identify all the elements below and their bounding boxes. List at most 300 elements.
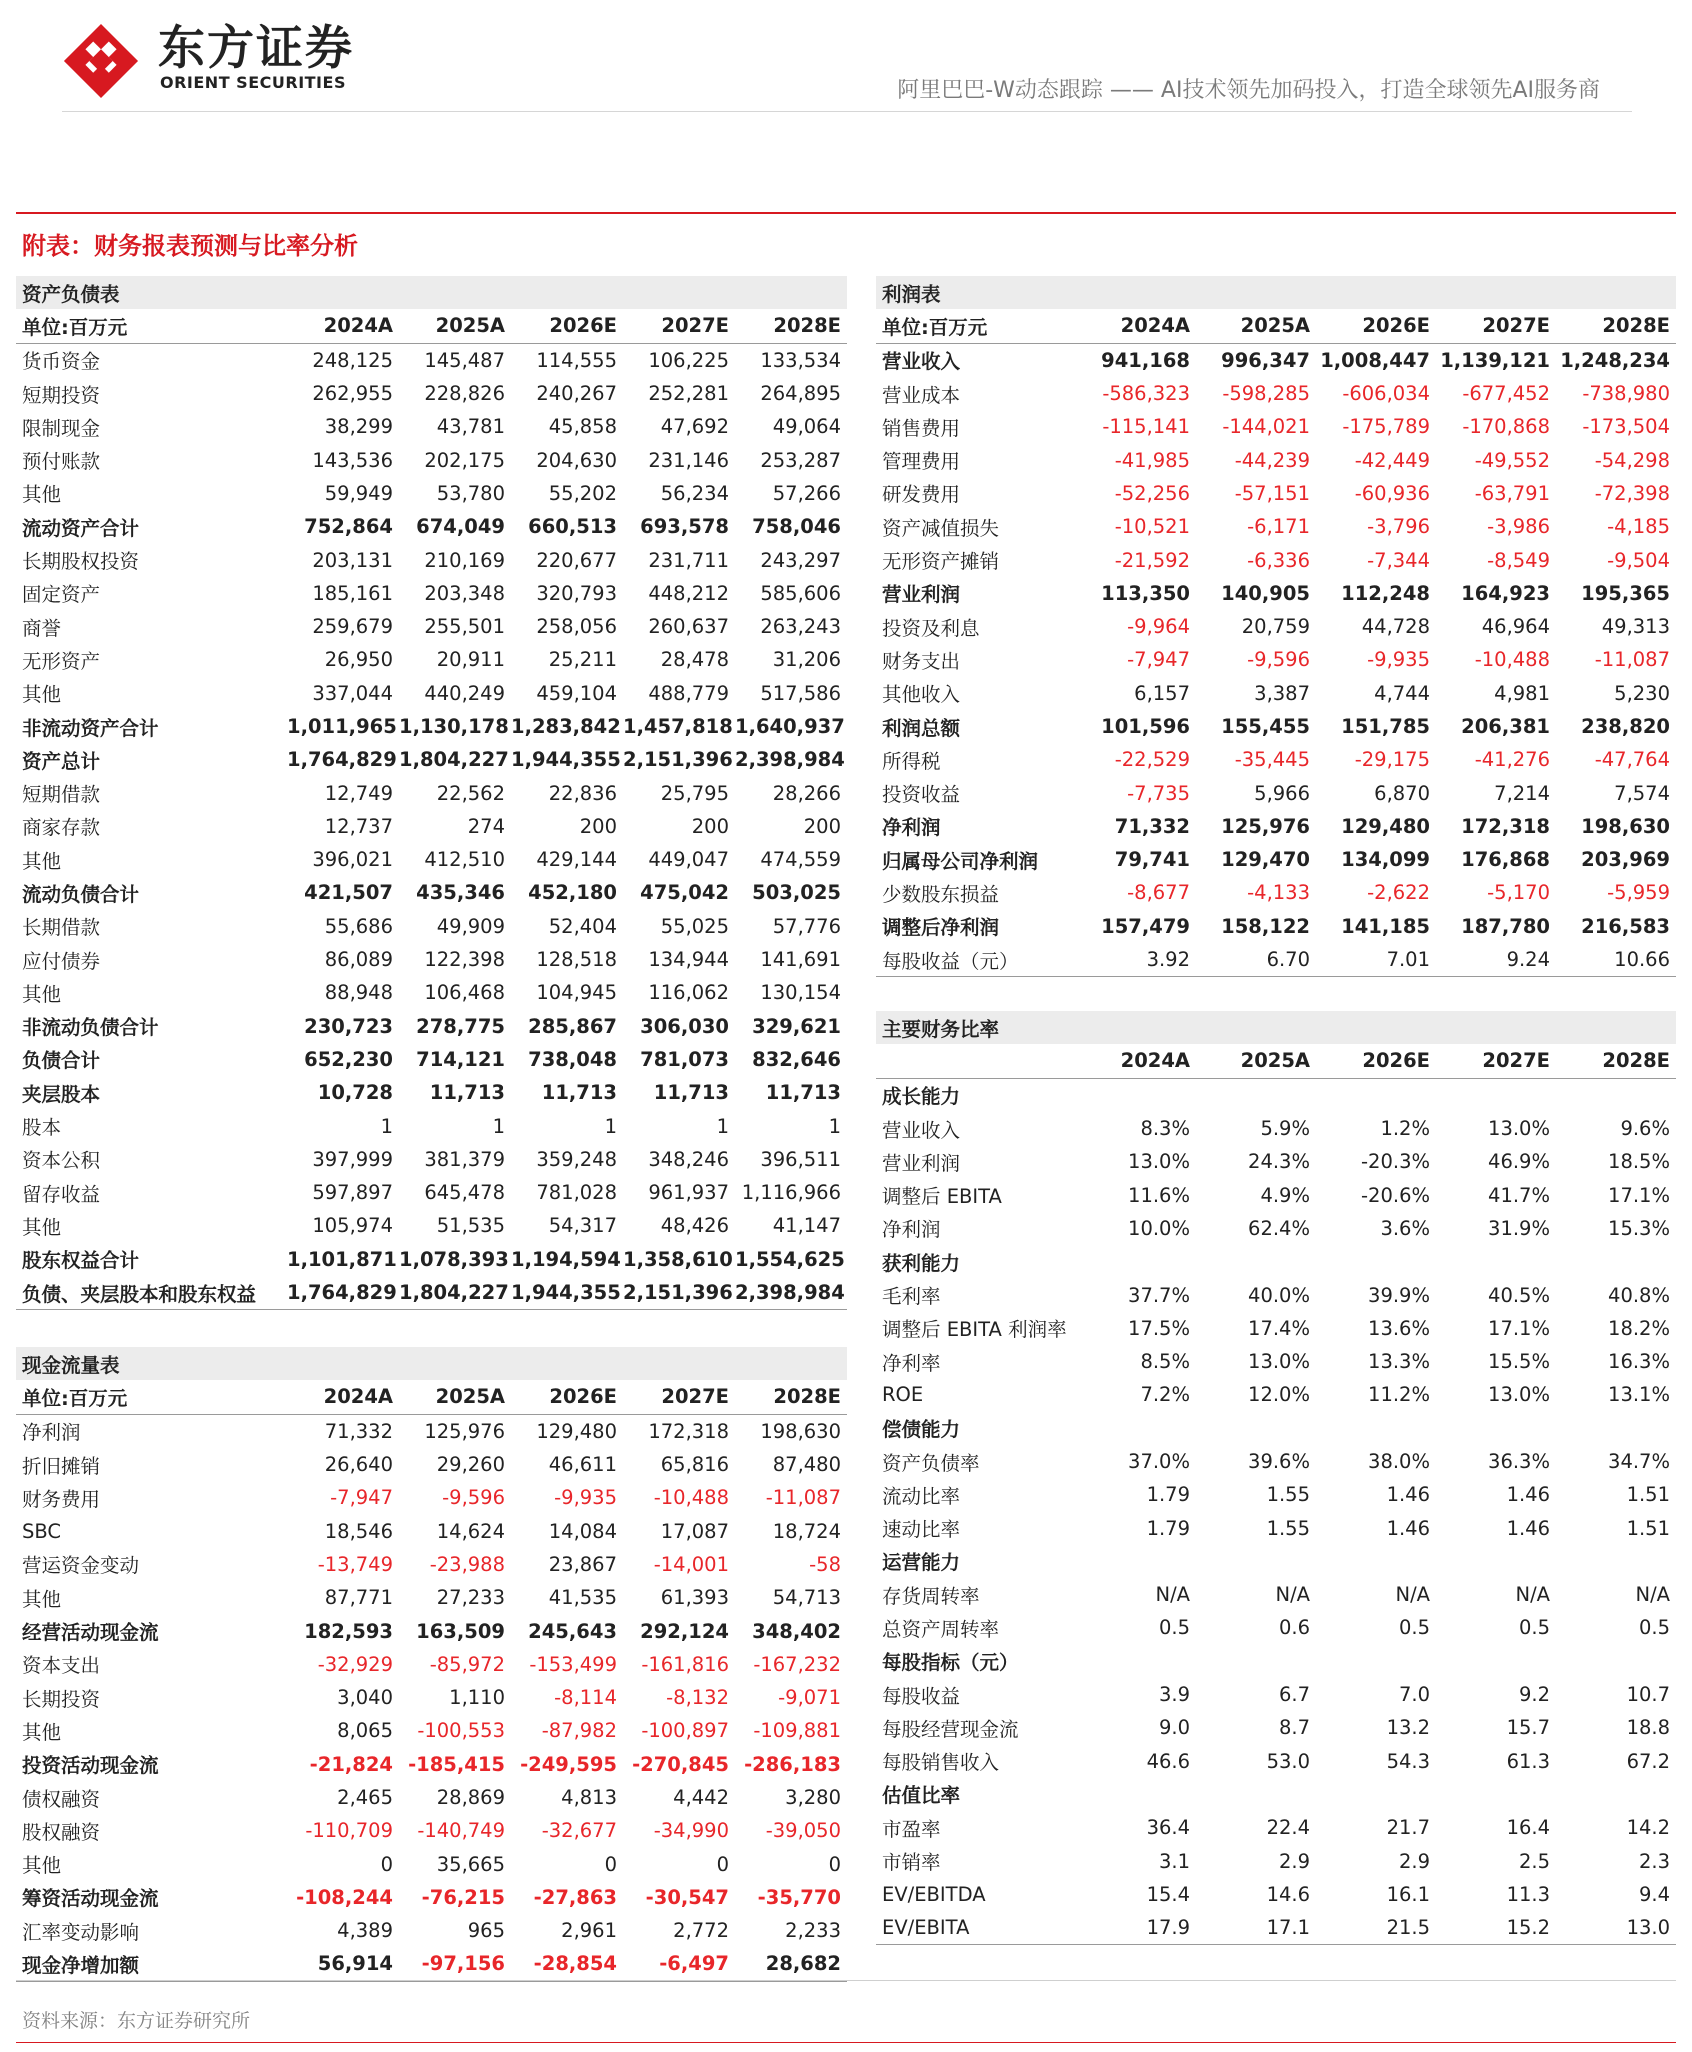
empty-cell	[1316, 1412, 1436, 1445]
cell-value: 22,562	[436, 781, 505, 805]
cell-value: 54,713	[772, 1586, 841, 1610]
table-row	[876, 1611, 1676, 1644]
table-row	[876, 443, 1676, 476]
table-row	[876, 1212, 1676, 1245]
cell-value: 16.1	[1386, 1882, 1430, 1906]
row-label: 获利能力	[882, 1251, 961, 1275]
table-row	[16, 443, 847, 476]
cell-value: 1,011,965	[287, 715, 397, 738]
empty-cell	[1316, 1245, 1436, 1278]
empty-cell	[1076, 1078, 1196, 1112]
logo-chinese-name: 东方证券	[158, 21, 354, 76]
cell-value: 18.8	[1626, 1716, 1670, 1740]
cell-value: 17.9	[1076, 1911, 1196, 1945]
cell-value: 337,044	[312, 681, 393, 705]
cell-value: 781,028	[536, 1181, 617, 1205]
cell-value: 56,914	[287, 1947, 399, 1981]
cell-value: 129,480	[1341, 814, 1430, 838]
table-row	[876, 1278, 1676, 1311]
cell-value: -85,972	[429, 1652, 505, 1676]
year-header: 2024A	[287, 309, 399, 343]
row-label: 净利润	[882, 1218, 941, 1242]
cell-value: 185,161	[312, 581, 393, 605]
cell-value: -153,499	[529, 1652, 617, 1676]
cell-value: -35,770	[757, 1885, 841, 1909]
row-label: 应付债券	[22, 949, 101, 973]
cell-value: 660,513	[528, 515, 617, 539]
cell-value: 421,507	[304, 881, 393, 905]
cell-value: 40.5%	[1488, 1283, 1550, 1307]
cell-value: 106,468	[424, 981, 505, 1005]
cell-value: 22,836	[548, 781, 617, 805]
table-row	[16, 910, 847, 943]
cell-value: 203,348	[424, 581, 505, 605]
cell-value: 259,679	[312, 615, 393, 639]
cell-value: 440,249	[424, 681, 505, 705]
cell-value: -27,863	[533, 1885, 617, 1909]
cell-value: -9,935	[554, 1486, 617, 1510]
row-label: 成长能力	[882, 1085, 961, 1109]
empty-cell	[1076, 1412, 1196, 1445]
cell-value: -72,398	[1594, 481, 1670, 505]
cell-value: 176,868	[1461, 848, 1550, 872]
table-row	[16, 1514, 847, 1547]
cell-value: -9,071	[778, 1686, 841, 1710]
cell-value: 35,665	[436, 1852, 505, 1876]
cell-value: 15.5%	[1488, 1350, 1550, 1374]
cell-value: 15.4	[1146, 1882, 1190, 1906]
cell-value: 475,042	[640, 881, 729, 905]
year-header: 2028E	[735, 1380, 847, 1414]
cell-value: 43,781	[436, 415, 505, 439]
row-label: 其他	[22, 982, 62, 1006]
cell-value: 53,780	[436, 481, 505, 505]
cell-value: 49,909	[436, 914, 505, 938]
table-row	[876, 1145, 1676, 1178]
source-note: 资料来源：东方证券研究所	[22, 2010, 251, 2032]
cell-value: 2.9	[1398, 1849, 1430, 1873]
cell-value: 1,101,871	[287, 1247, 397, 1271]
cell-value: 134,944	[648, 948, 729, 972]
cell-value: 203,969	[1581, 848, 1670, 872]
cell-value: -42,449	[1354, 448, 1430, 472]
cell-value: -175,789	[1342, 415, 1430, 439]
cell-value: -20.3%	[1361, 1150, 1430, 1174]
row-label: ROE	[882, 1383, 924, 1407]
cell-value: 143,536	[312, 448, 393, 472]
cell-value: 49,064	[772, 415, 841, 439]
cell-value: 9.0	[1158, 1716, 1190, 1740]
cell-value: -161,816	[641, 1652, 729, 1676]
cell-value: N/A	[1275, 1583, 1310, 1607]
cell-value: 243,297	[760, 548, 841, 572]
cell-value: 0.5	[1398, 1616, 1430, 1640]
orient-securities-logo-icon	[62, 22, 140, 100]
cell-value: 172,318	[1461, 814, 1550, 838]
cell-value: 1.51	[1626, 1516, 1670, 1540]
cell-value: 14,084	[548, 1519, 617, 1543]
cell-value: 452,180	[528, 881, 617, 905]
row-label: 其他	[22, 1720, 62, 1744]
cell-value: -7,947	[1127, 648, 1190, 672]
cell-value: 448,212	[648, 581, 729, 605]
cell-value: 1.55	[1266, 1516, 1310, 1540]
cell-value: 752,864	[304, 515, 393, 539]
table-row	[876, 643, 1676, 676]
row-label: 毛利率	[882, 1285, 941, 1309]
cell-value: 46.9%	[1488, 1150, 1550, 1174]
row-label: 净利率	[882, 1351, 941, 1375]
cell-value: 1.55	[1266, 1483, 1310, 1507]
cell-value: 348,402	[752, 1619, 841, 1643]
cell-value: 18,724	[772, 1519, 841, 1543]
row-label: 每股经营现金流	[882, 1717, 1019, 1741]
cell-value: 381,379	[424, 1147, 505, 1171]
year-header: 2026E	[1316, 1044, 1436, 1078]
cell-value: 2.9	[1278, 1849, 1310, 1873]
table-row	[876, 1844, 1676, 1877]
cell-value: -30,547	[645, 1885, 729, 1909]
cell-value: 1.46	[1386, 1483, 1430, 1507]
cell-value: -41,985	[1114, 448, 1190, 472]
cell-value: 101,596	[1101, 715, 1190, 738]
cell-value: -586,323	[1102, 382, 1190, 406]
cell-value: 3,387	[1254, 681, 1310, 705]
cell-value: 585,606	[760, 581, 841, 605]
table-row	[876, 543, 1676, 576]
cell-value: 11,713	[765, 1081, 841, 1105]
cell-value: 105,974	[312, 1214, 393, 1238]
cell-value: 71,332	[324, 1419, 393, 1443]
cell-value: 3,280	[785, 1786, 841, 1809]
table-row	[16, 743, 847, 776]
cell-value: 758,046	[752, 515, 841, 539]
table-row	[16, 1043, 847, 1076]
row-label: 负债合计	[22, 1049, 101, 1073]
cell-value: 13.0%	[1488, 1383, 1550, 1407]
cell-value: -97,156	[399, 1947, 511, 1981]
cell-value: 57,776	[772, 914, 841, 938]
table-row	[876, 776, 1676, 809]
row-label: 每股销售收入	[882, 1751, 1000, 1775]
table-row	[876, 1345, 1676, 1378]
cell-value: 1,944,355	[511, 748, 621, 772]
table-row	[16, 710, 847, 743]
cell-value: -39,050	[765, 1819, 841, 1843]
row-label: 短期投资	[22, 383, 101, 407]
cell-value: 5,966	[1254, 781, 1310, 805]
table-row	[16, 943, 847, 976]
cell-value: 38.0%	[1368, 1450, 1430, 1473]
cell-value: 195,365	[1581, 581, 1670, 605]
cell-value: 86,089	[324, 948, 393, 972]
cell-value: 198,630	[760, 1419, 841, 1443]
cell-value: 1	[716, 1114, 729, 1138]
cell-value: 61.3	[1506, 1749, 1550, 1773]
empty-cell	[1316, 1545, 1436, 1578]
cell-value: 203,131	[312, 548, 393, 572]
empty-cell	[1076, 1545, 1196, 1578]
cell-value: 1.46	[1506, 1483, 1550, 1507]
row-label: 归属母公司净利润	[882, 849, 1039, 873]
cell-value: 397,999	[312, 1147, 393, 1171]
empty-cell	[1556, 1245, 1676, 1278]
table-row	[16, 1243, 847, 1276]
table-row	[876, 1911, 1676, 1945]
cell-value: 228,826	[424, 382, 505, 406]
cell-value: 39.6%	[1248, 1450, 1310, 1473]
row-label: 固定资产	[22, 583, 101, 607]
cell-value: -58	[809, 1552, 841, 1576]
cell-value: 996,347	[1221, 348, 1310, 372]
cell-value: -140,749	[417, 1819, 505, 1843]
cell-value: -167,232	[753, 1652, 841, 1676]
cell-value: 292,124	[640, 1619, 729, 1643]
cell-value: 320,793	[536, 581, 617, 605]
table-row	[876, 710, 1676, 743]
unit-label: 单位:百万元	[16, 309, 287, 343]
table-row	[16, 377, 847, 410]
cell-value: -2,622	[1367, 881, 1430, 905]
cell-value: 4,813	[561, 1786, 617, 1809]
cell-value: -249,595	[520, 1752, 617, 1776]
row-label: 速动比率	[882, 1518, 961, 1542]
cell-value: 13.0	[1556, 1911, 1676, 1945]
cell-value: -32,929	[317, 1652, 393, 1676]
cell-value: -598,285	[1222, 382, 1310, 406]
cell-value: -57,151	[1234, 481, 1310, 505]
cell-value: 141,185	[1341, 914, 1430, 938]
row-label: 流动比率	[882, 1484, 961, 1508]
row-label: 流动负债合计	[22, 882, 140, 906]
year-header: 2025A	[1196, 309, 1316, 343]
empty-cell	[1436, 1645, 1556, 1678]
cell-value: 11.2%	[1368, 1383, 1430, 1407]
cell-value: 1,554,625	[735, 1247, 845, 1271]
cell-value: 674,049	[416, 515, 505, 539]
cell-value: 145,487	[424, 348, 505, 372]
cell-value: 41.7%	[1488, 1183, 1550, 1207]
row-label: 长期股权投资	[22, 550, 140, 574]
row-label: 营业利润	[882, 1151, 961, 1175]
balance-sheet-table	[16, 276, 847, 1310]
cell-value: 517,586	[760, 681, 841, 705]
cell-value: 0	[604, 1852, 617, 1876]
cell-value: -173,504	[1582, 415, 1670, 439]
cell-value: 1.79	[1146, 1483, 1190, 1507]
unit-label: 单位:百万元	[876, 309, 1076, 343]
year-header: 2025A	[399, 309, 511, 343]
table-row	[876, 1178, 1676, 1211]
row-label: 长期投资	[22, 1687, 101, 1711]
row-label: EV/EBITA	[876, 1911, 1076, 1945]
cell-value: 140,905	[1221, 581, 1310, 605]
table-row	[876, 410, 1676, 443]
cell-value: 46,611	[548, 1453, 617, 1477]
row-label: 股权融资	[22, 1820, 101, 1844]
cell-value: -10,488	[653, 1486, 729, 1510]
cell-value: 285,867	[528, 1014, 617, 1038]
year-header: 2028E	[1556, 309, 1676, 343]
cell-value: 125,976	[1221, 814, 1310, 838]
cell-value: 130,154	[760, 981, 841, 1005]
cell-value: 7,574	[1614, 781, 1670, 805]
table-row	[16, 610, 847, 643]
cell-value: 11.6%	[1128, 1183, 1190, 1207]
row-label: 折旧摊销	[22, 1454, 101, 1478]
cell-value: 4,389	[337, 1919, 393, 1943]
table-row	[16, 1481, 847, 1514]
cell-value: 1,130,178	[399, 715, 509, 738]
cell-value: 260,637	[648, 615, 729, 639]
cell-value: 1,008,447	[1320, 348, 1430, 372]
cell-value: 1	[604, 1114, 617, 1138]
table-row	[16, 1781, 847, 1814]
row-label: 资本支出	[22, 1654, 101, 1678]
cell-value: 6,157	[1134, 681, 1190, 705]
cell-value: 238,820	[1581, 715, 1670, 738]
cell-value: 1,804,227	[399, 748, 509, 772]
cell-value: 79,741	[1114, 848, 1190, 872]
cell-value: 0.5	[1518, 1616, 1550, 1640]
table-row	[16, 1881, 847, 1914]
cell-value: 17.1%	[1488, 1316, 1550, 1340]
row-label: 经营活动现金流	[22, 1621, 159, 1645]
cell-value: 87,771	[324, 1586, 393, 1610]
table-row	[16, 510, 847, 543]
cell-value: -20.6%	[1361, 1183, 1430, 1207]
cell-value: 7,214	[1494, 781, 1550, 805]
cell-value: -9,596	[442, 1486, 505, 1510]
cell-value: -41,276	[1474, 748, 1550, 772]
cell-value: 28,266	[772, 781, 841, 805]
cell-value: 0	[380, 1852, 393, 1876]
year-header: 2024A	[287, 1380, 399, 1414]
cell-value: 26,950	[324, 648, 393, 672]
empty-cell	[1316, 1078, 1436, 1112]
cell-value: 17.1	[1196, 1911, 1316, 1945]
cell-value: 55,025	[660, 914, 729, 938]
row-label: 非流动负债合计	[22, 1016, 159, 1040]
cell-value: -8,114	[554, 1686, 617, 1710]
cell-value: 3.9	[1158, 1683, 1190, 1707]
row-label: 营运资金变动	[22, 1554, 140, 1578]
cell-value: 252,281	[648, 382, 729, 406]
cell-value: 3.1	[1158, 1849, 1190, 1873]
row-label: 资本公积	[22, 1149, 101, 1173]
cell-value: -144,021	[1222, 415, 1310, 439]
cell-value: 158,122	[1221, 914, 1310, 938]
cell-value: 14.6	[1266, 1882, 1310, 1906]
row-label: 调整后 EBITA 利润率	[882, 1318, 1067, 1342]
cell-value: 597,897	[312, 1181, 393, 1205]
cell-value: 474,559	[760, 848, 841, 872]
cell-value: 0.5	[1158, 1616, 1190, 1640]
table-row	[16, 810, 847, 843]
cell-value: 27,233	[436, 1586, 505, 1610]
cell-value: 274	[467, 814, 505, 838]
cell-value: -738,980	[1582, 382, 1670, 406]
cell-value: -9,935	[1367, 648, 1430, 672]
cell-value: 15.3%	[1608, 1216, 1670, 1240]
cell-value: 4,744	[1374, 681, 1430, 705]
row-label: 投资活动现金流	[22, 1754, 159, 1778]
cell-value: -10,521	[1114, 515, 1190, 539]
cell-value: 172,318	[648, 1419, 729, 1443]
cell-value: N/A	[1155, 1583, 1190, 1607]
cell-value: 278,775	[416, 1014, 505, 1038]
table-row	[16, 1448, 847, 1481]
table-row	[16, 1648, 847, 1681]
cell-value: 40.0%	[1248, 1283, 1310, 1307]
cell-value: -35,445	[1234, 748, 1310, 772]
empty-cell	[1436, 1078, 1556, 1112]
table-row	[16, 976, 847, 1009]
cell-value: 55,202	[548, 481, 617, 505]
table-row	[876, 610, 1676, 643]
cell-value: 13.0%	[1488, 1117, 1550, 1141]
cell-value: 488,779	[648, 681, 729, 705]
cell-value: 71,332	[1114, 814, 1190, 838]
table-row	[16, 1714, 847, 1747]
cell-value: 28,682	[735, 1947, 847, 1981]
cell-value: 202,175	[424, 448, 505, 472]
row-label: 货币资金	[22, 350, 101, 374]
cell-value: 6.7	[1278, 1683, 1310, 1707]
row-label: 其他	[22, 683, 62, 707]
row-label: 财务支出	[882, 649, 961, 673]
cash-flow-table	[16, 1347, 847, 1982]
cell-value: 7.0	[1398, 1683, 1430, 1707]
cell-value: -21,592	[1114, 548, 1190, 572]
cell-value: 263,243	[760, 615, 841, 639]
row-label: 其他	[22, 1215, 62, 1239]
cell-value: 198,630	[1581, 814, 1670, 838]
cell-value: 1,283,842	[511, 715, 621, 738]
cell-value: -100,553	[417, 1719, 505, 1743]
cell-value: -44,239	[1234, 448, 1310, 472]
category-row	[876, 1645, 1676, 1678]
table-title: 利润表	[876, 276, 1076, 309]
cell-value: 245,643	[528, 1619, 617, 1643]
cell-value: 46,964	[1481, 615, 1550, 639]
cell-value: -11,087	[1594, 648, 1670, 672]
category-row	[876, 1078, 1676, 1112]
cell-value: -54,298	[1594, 448, 1670, 472]
cell-value: 965	[467, 1919, 505, 1943]
cell-value: 1,248,234	[1560, 348, 1670, 372]
cell-value: 54,317	[548, 1214, 617, 1238]
cell-value: 187,780	[1461, 914, 1550, 938]
row-label: 负债、夹层股本和股东权益	[16, 1276, 287, 1310]
row-label: 净利润	[22, 1421, 81, 1445]
year-header: 2028E	[1556, 1044, 1676, 1078]
empty-cell	[1196, 1078, 1316, 1112]
row-label: 销售费用	[882, 416, 961, 440]
cell-value: 61,393	[660, 1586, 729, 1610]
category-row	[876, 1412, 1676, 1445]
cell-value: -4,133	[1247, 881, 1310, 905]
cell-value: 220,677	[536, 548, 617, 572]
row-label: 每股指标（元）	[882, 1651, 1019, 1675]
cell-value: 36.4	[1146, 1816, 1190, 1840]
cell-value: -6,497	[623, 1947, 735, 1981]
row-label: 市盈率	[882, 1817, 941, 1841]
empty-cell	[1436, 1412, 1556, 1445]
cell-value: 151,785	[1341, 715, 1430, 738]
cell-value: 21.7	[1386, 1816, 1430, 1840]
logo-english-name: ORIENT SECURITIES	[160, 73, 346, 92]
